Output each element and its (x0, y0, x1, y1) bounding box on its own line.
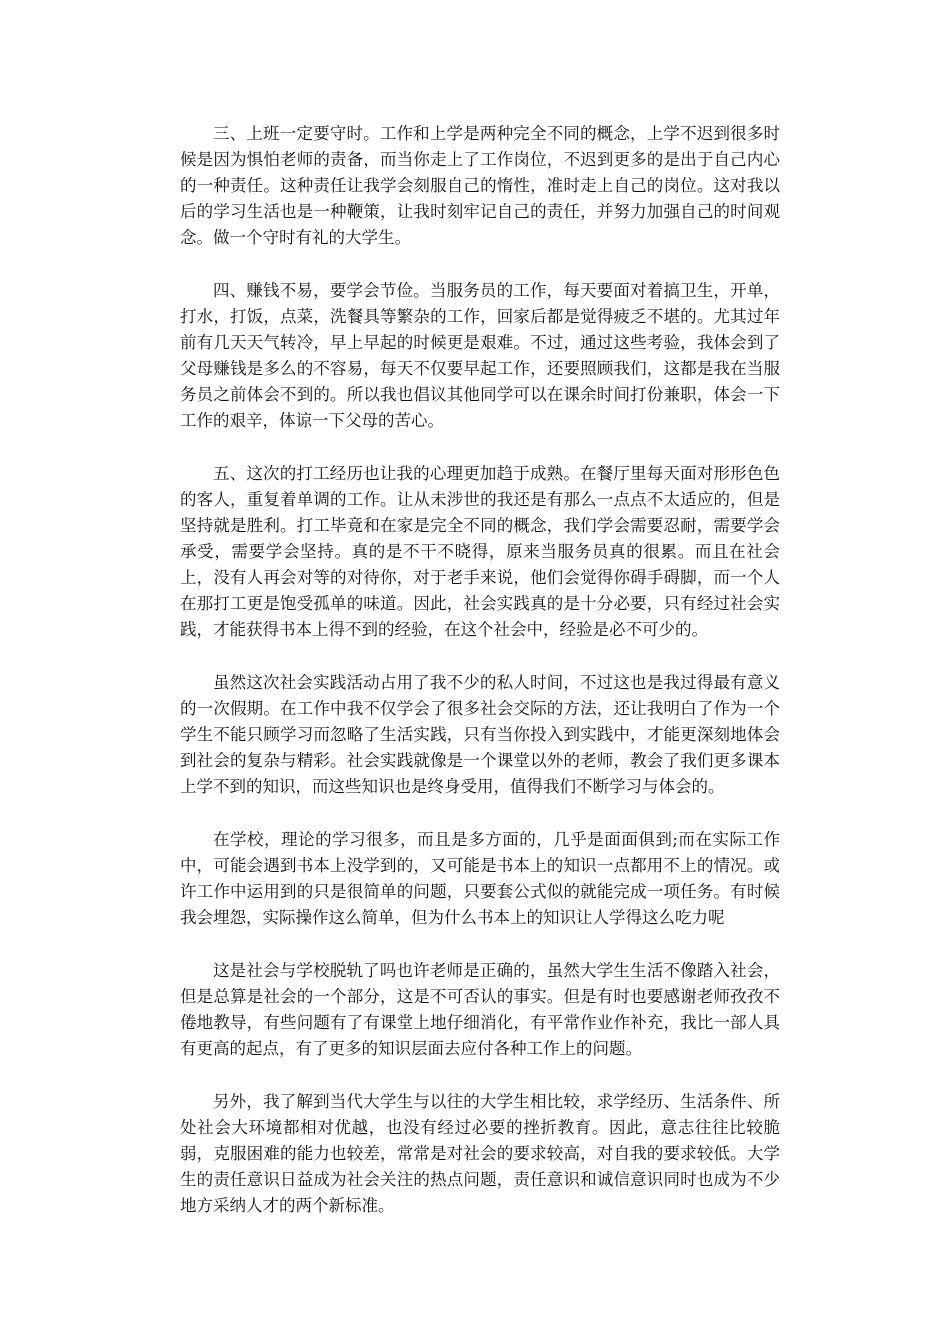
paragraph-4-frugality: 四、赚钱不易，要学会节俭。当服务员的工作，每天要面对着搞卫生，开单，打水，打饭，点菜，洗餐具等繁杂的工作，回家后都是觉得疲乏不堪的。尤其过年前有几天天气转冷，早上早起的时候更是艰难。不过，通过这些考验，我体会到了父母赚钱是多么的不容易，每天不仅要早起工作，还要照顾我们，这都是我在当服务员之前体会不到的。所以我也倡议其他同学可以在课余时间打份兼职，体会一下工作的艰辛，体谅一下父母的苦心。 (180, 281, 780, 430)
paragraph-5-maturity: 五、这次的打工经历也让我的心理更加趋于成熟。在餐厅里每天面对形形色色的客人，重复着单调的工作。让从未涉世的我还是有那么一点点不太适应的，但是坚持就是胜利。打工毕竟和在家是完全不同的概念，我们学会需要忍耐，需要学会承受，需要学会坚持。真的是不干不晓得，原来当服务员真的很累。而且在社会上，没有人再会对等的对待你，对于老手来说，他们会觉得你碍手碍脚，而一个人在那打工更是饱受孤单的味道。因此，社会实践真的是十分必要，只有经过社会实践，才能获得书本上得不到的经验，在这个社会中，经验是必不可少的。 (180, 464, 780, 639)
paragraph-practice-meaning: 虽然这次社会实践活动占用了我不少的私人时间，不过这也是我过得最有意义的一次假期。在工作中我不仅学会了很多社会交际的方法，还让我明白了作为一个学生不能只顾学习而忽略了生活实践，只有当你投入到实践中，才能更深刻地体会到社会的复杂与精彩。社会实践就像是一个课堂以外的老师，教会了我们更多课本上学不到的知识，而这些知识也是终身受用，值得我们不断学习与体会的。 (180, 673, 780, 796)
paragraph-school-theory: 在学校，理论的学习很多，而且是多方面的，几乎是面面俱到;而在实际工作中，可能会遇到书本上没学到的，又可能是书本上的知识一点都用不上的情况。或许工作中运用到的只是很简单的问题，只要套公式似的就能完成一项任务。有时候我会埋怨，实际操作这么简单，但为什么书本上的知识让人学得这么吃力呢 (180, 830, 780, 927)
paragraph-3-punctuality: 三、上班一定要守时。工作和上学是两种完全不同的概念，上学不迟到很多时候是因为惧怕老师的责备，而当你走上了工作岗位，不迟到更多的是出于自己内心的一种责任。这种责任让我学会刻服自己的惰性，准时走上自己的岗位。这对我以后的学习生活也是一种鞭策，让我时刻牢记自己的责任，并努力加强自己的时间观念。做一个守时有礼的大学生。 (180, 124, 780, 247)
document-body (180, 121, 780, 1246)
paragraph-student-responsibility: 另外，我了解到当代大学生与以往的大学生相比较，求学经历、生活条件、所处社会大环境都相对优越，也没有经过必要的挫折教育。因此，意志往往比较脆弱，克服困难的能力也较差，常常是对社会的要求较高，对自我的要求较低。大学生的责任意识日益成为社会关注的热点问题，责任意识和诚信意识同时也成为不少地方采纳人才的两个新标准。 (180, 1092, 780, 1215)
paragraph-school-society: 这是社会与学校脱轨了吗也许老师是正确的，虽然大学生生活不像踏入社会，但是总算是社会的一个部分，这是不可否认的事实。但是有时也要感谢老师孜孜不倦地教导，有些问题有了有课堂上地仔细消化，有平常作业作补充，我比一部人具有更高的起点，有了更多的知识层面去应付各种工作上的问题。 (180, 961, 780, 1058)
